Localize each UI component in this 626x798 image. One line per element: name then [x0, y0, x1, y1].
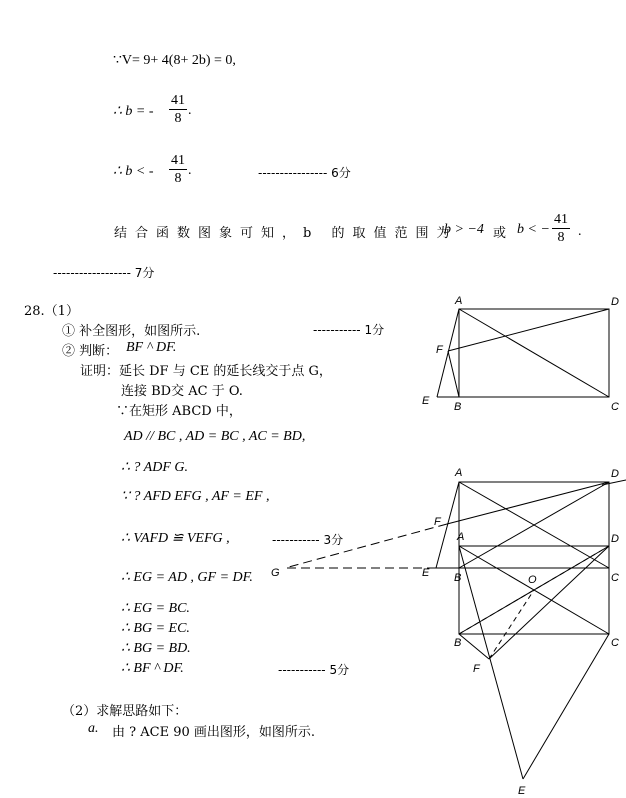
- proof-line-3: ∵在矩形 ABCD 中，: [116, 404, 242, 419]
- proof-line-9: ∴ EG = BC.: [121, 601, 190, 616]
- step-2-math: BF ^ DF.: [126, 340, 177, 355]
- fig3-line-ce: [523, 634, 609, 779]
- fig3-dashed-fo: [489, 590, 534, 659]
- fig1-line-fd: [448, 309, 609, 351]
- equation-discriminant: ∵V= 9+ 4(8+ 2b) = 0,: [113, 53, 236, 68]
- eq-b-post: .: [188, 103, 192, 118]
- fig3-label-e: E: [518, 785, 526, 797]
- conclusion-or: 或: [493, 226, 507, 241]
- fig3-line-ae: [459, 546, 523, 779]
- conclusion-math-2: b < −: [517, 222, 550, 237]
- fig1-line-fb: [448, 351, 459, 397]
- ineq-b-post: .: [188, 163, 192, 178]
- conclusion-post: .: [578, 224, 582, 239]
- fig3-line-df: [489, 546, 609, 659]
- step-2-label: ② 判断：: [62, 344, 119, 359]
- score-3: ----------- 3分: [272, 533, 344, 547]
- proof-line-1: 证明：延长 DF 与 CE 的延长线交于点 G，: [80, 364, 332, 379]
- score-5: ----------- 5分: [278, 663, 350, 677]
- score-1: ----------- 1分: [313, 323, 385, 337]
- step-1: ① 补全图形，如图所示.: [62, 324, 201, 339]
- figure-2-labels: [271, 467, 619, 584]
- conclusion-math-1: b > −4: [444, 222, 484, 237]
- fig1-label-a: A: [455, 295, 463, 307]
- fig1-label-b: B: [454, 401, 462, 413]
- question-28-label: 28.（1）: [24, 304, 79, 319]
- part-2a-text: 由 ? ACE 90 画出图形，如图所示.: [112, 725, 315, 740]
- ineq-b-pre: ∴ b < -: [113, 164, 154, 179]
- fig3-label-b: B: [454, 637, 462, 649]
- proof-line-11: ∴ BG = BD.: [121, 641, 191, 656]
- fig2-label-f: F: [434, 516, 441, 528]
- proof-line-8: ∴ EG = AD , GF = DF.: [121, 570, 253, 585]
- fig2-label-c: C: [611, 572, 619, 584]
- proof-line-7: ∴ VAFD ≌ VEFG ,: [121, 531, 230, 546]
- proof-line-10: ∴ BG = EC.: [121, 621, 190, 636]
- score-7: ------------------ 7分: [53, 266, 155, 280]
- proof-line-5: ∴ ? ADF G.: [121, 460, 188, 475]
- fig2-line-fd: [447, 482, 609, 524]
- fig1-label-c: C: [611, 401, 619, 413]
- proof-line-6: ∵ ? AFD EFG , AF = EF ,: [121, 489, 270, 504]
- fig3-label-a: A: [457, 531, 465, 543]
- fig3-label-o: O: [528, 574, 537, 586]
- fraction-denominator: 8: [174, 111, 182, 126]
- figure-2: [285, 482, 609, 568]
- figure-1-labels: [422, 295, 619, 413]
- conclusion-text: 结合函数图象可知，b 的取值范围为: [114, 226, 458, 241]
- fraction-numerator: 41: [171, 93, 185, 108]
- fig3-label-c: C: [611, 637, 619, 649]
- fig1-label-f: F: [436, 344, 443, 356]
- fig2-label-b: B: [454, 572, 462, 584]
- fig2-extension-dg: [285, 524, 447, 568]
- proof-line-2: 连接 BD交 AC 于 O.: [121, 384, 243, 399]
- fig2-label-d: D: [611, 468, 619, 480]
- fraction-numerator: 41: [171, 153, 185, 168]
- fig2-label-a: A: [455, 467, 463, 479]
- part-2-heading: （2）求解思路如下：: [62, 704, 188, 719]
- fig3-label-d: D: [611, 533, 619, 545]
- part-2a-label: a.: [88, 721, 99, 736]
- figure-1: [437, 309, 609, 397]
- fig1-diagonal-ac: [459, 309, 609, 397]
- fig2-label-e: E: [422, 567, 430, 579]
- fig3-label-f: F: [473, 663, 480, 675]
- fraction-denominator: 8: [557, 230, 565, 245]
- score-6: ---------------- 6分: [258, 166, 351, 180]
- proof-line-12: ∴ BF ^ DF.: [121, 661, 184, 676]
- fig1-label-d: D: [611, 296, 619, 308]
- fig1-label-e: E: [422, 395, 430, 407]
- proof-line-4: AD // BC , AD = BC , AC = BD,: [124, 429, 306, 444]
- fraction-denominator: 8: [174, 171, 182, 186]
- fraction-numerator: 41: [554, 212, 568, 227]
- eq-b-pre: ∴ b = -: [113, 104, 154, 119]
- fig2-label-g: G: [271, 567, 280, 579]
